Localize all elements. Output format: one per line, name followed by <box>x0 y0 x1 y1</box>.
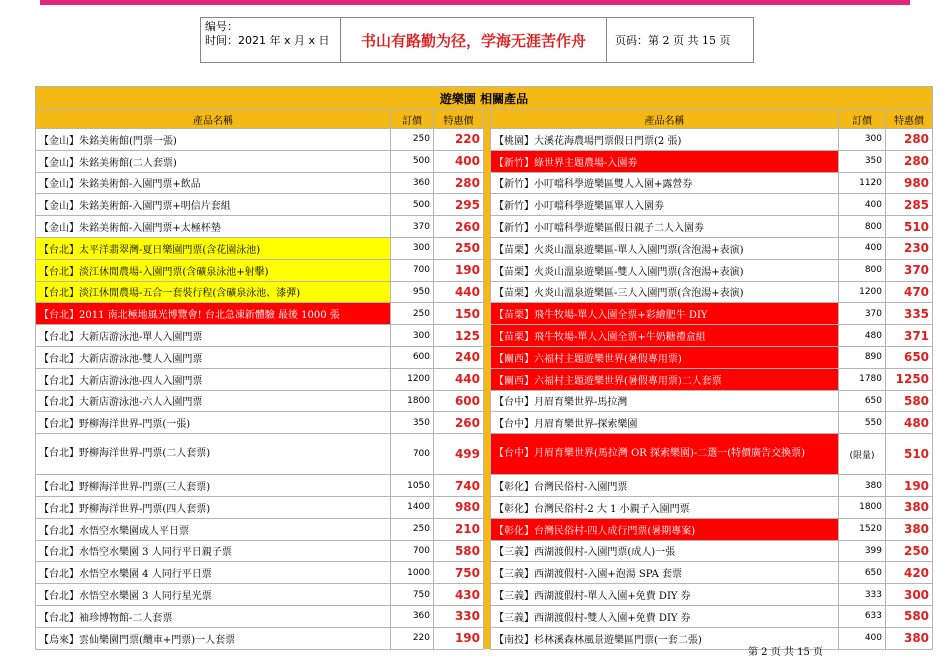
table-row <box>36 368 933 390</box>
table-row <box>36 346 933 368</box>
left-list-price: 700 <box>391 540 434 562</box>
right-list-price: 333 <box>839 584 886 606</box>
left-list-price: 500 <box>391 150 434 172</box>
column-gap <box>484 194 491 216</box>
right-list-price: 370 <box>839 303 886 325</box>
left-list-price: 300 <box>391 325 434 347</box>
left-product-name: 【台北】大新店游泳池-四人入園門票 <box>36 368 391 390</box>
left-product-name: 【台北】淡江休閒農場-入園門票(含礦泉泳池+射擊) <box>36 259 391 281</box>
left-sale-price: 580 <box>434 540 484 562</box>
table-row <box>36 584 933 606</box>
right-list-price: 650 <box>839 562 886 584</box>
right-product-name: 【三義】西湖渡假村-單人入園+免費 DIY 券 <box>491 584 839 606</box>
left-product-name: 【台北】大新店游泳池-單人入園門票 <box>36 325 391 347</box>
left-product-name: 【台北】水悟空水樂園 4 人同行平日票 <box>36 562 391 584</box>
left-product-name: 【金山】朱銘美術館-入園門票+飲品 <box>36 172 391 194</box>
left-product-name: 【台北】大新店游泳池-六人入園門票 <box>36 390 391 412</box>
right-product-name: 【新竹】小叮噹科學遊樂區單人入園劵 <box>491 194 839 216</box>
left-product-name: 【台北】野柳海洋世界-門票(四人套票) <box>36 496 391 518</box>
column-gap <box>484 412 491 434</box>
column-gap <box>484 540 491 562</box>
header-slogan: 书山有路勤为径，学海无涯苦作舟 <box>341 18 607 62</box>
left-product-name: 【台北】野柳海洋世界-門票(三人套票) <box>36 475 391 497</box>
table-row <box>36 496 933 518</box>
column-gap <box>484 129 491 151</box>
left-list-price: 600 <box>391 346 434 368</box>
right-list-price: 800 <box>839 216 886 238</box>
table-row <box>36 150 933 172</box>
column-gap <box>484 496 491 518</box>
column-gap <box>484 562 491 584</box>
left-product-name: 【台北】水悟空水樂園 3 人同行星光票 <box>36 584 391 606</box>
right-product-name: 【台中】月眉育樂世界-探索樂園 <box>491 412 839 434</box>
right-sale-price: 285 <box>886 194 933 216</box>
column-gap <box>484 368 491 390</box>
right-product-name: 【彰化】台灣民俗村-入園門票 <box>491 475 839 497</box>
left-list-price: 360 <box>391 172 434 194</box>
right-sale-price: 580 <box>886 605 933 627</box>
table-title-row <box>36 87 933 110</box>
right-product-name: 【台中】月眉育樂世界-馬拉灣 <box>491 390 839 412</box>
column-gap <box>484 627 491 649</box>
column-gap <box>484 605 491 627</box>
page-footer: 第 2 页 共 15 页 <box>748 647 823 658</box>
right-sale-price: 230 <box>886 237 933 259</box>
left-list-price: 350 <box>391 412 434 434</box>
table-row <box>36 562 933 584</box>
right-list-price: (限量) <box>839 434 886 475</box>
left-sale-price: 260 <box>434 412 484 434</box>
left-sale-price: 440 <box>434 281 484 303</box>
left-list-price: 1400 <box>391 496 434 518</box>
top-accent-bar <box>40 0 910 5</box>
column-gap <box>484 110 491 129</box>
right-list-price: 1780 <box>839 368 886 390</box>
table-row <box>36 216 933 238</box>
header-date: 时间：2021 年 x 月 x 日 <box>205 34 330 47</box>
right-sale-price: 980 <box>886 172 933 194</box>
right-product-name: 【台中】月眉育樂世界(馬拉灣 OR 探索樂園)-二選一(特價廣告交換票) <box>491 434 839 475</box>
right-sale-price: 335 <box>886 303 933 325</box>
left-list-price: 950 <box>391 281 434 303</box>
left-list-price: 1000 <box>391 562 434 584</box>
left-sale-price: 190 <box>434 259 484 281</box>
table-row <box>36 518 933 540</box>
left-sale-price: 440 <box>434 368 484 390</box>
left-sale-price: 220 <box>434 129 484 151</box>
right-product-name: 【新竹】綠世界主題農場-入園劵 <box>491 150 839 172</box>
left-sale-price: 250 <box>434 237 484 259</box>
right-product-name: 【新竹】小叮噹科學遊樂區雙人入園+露營券 <box>491 172 839 194</box>
col-header-sale-left: 特惠價 <box>434 110 484 129</box>
right-product-name: 【彰化】台灣民俗村-2 大 1 小親子入園門票 <box>491 496 839 518</box>
left-sale-price: 499 <box>434 434 484 475</box>
right-product-name: 【新竹】小叮噹科學遊樂區假日親子二人入園劵 <box>491 216 839 238</box>
left-sale-price: 210 <box>434 518 484 540</box>
left-list-price: 1050 <box>391 475 434 497</box>
left-sale-price: 190 <box>434 627 484 649</box>
table-row <box>36 540 933 562</box>
header-meta <box>201 18 341 62</box>
right-list-price: 650 <box>839 390 886 412</box>
right-product-name: 【彰化】台灣民俗村-四人成行門票(暑期專案) <box>491 518 839 540</box>
left-sale-price: 980 <box>434 496 484 518</box>
right-list-price: 350 <box>839 150 886 172</box>
right-list-price: 400 <box>839 237 886 259</box>
right-sale-price: 380 <box>886 518 933 540</box>
right-product-name: 【三義】西湖渡假村-雙人入園+免費 DIY 券 <box>491 605 839 627</box>
left-list-price: 700 <box>391 259 434 281</box>
right-product-name: 【南投】杉林溪森林風景遊樂區門票(一套二張) <box>491 627 839 649</box>
left-list-price: 700 <box>391 434 434 475</box>
right-sale-price: 280 <box>886 150 933 172</box>
column-gap <box>484 237 491 259</box>
right-product-name: 【苗栗】飛牛牧場-單人入園全票+彩繪肥牛 DIY <box>491 303 839 325</box>
table-title: 遊樂園 相關產品 <box>36 87 933 110</box>
right-list-price: 400 <box>839 194 886 216</box>
right-sale-price: 420 <box>886 562 933 584</box>
right-list-price: 1200 <box>839 281 886 303</box>
right-sale-price: 190 <box>886 475 933 497</box>
right-sale-price: 380 <box>886 496 933 518</box>
left-product-name: 【台北】野柳海洋世界-門票(一張) <box>36 412 391 434</box>
left-product-name: 【金山】朱銘美術館-入園門票+太極杯墊 <box>36 216 391 238</box>
right-sale-price: 250 <box>886 540 933 562</box>
left-sale-price: 330 <box>434 605 484 627</box>
column-gap <box>484 303 491 325</box>
left-list-price: 250 <box>391 303 434 325</box>
right-list-price: 400 <box>839 627 886 649</box>
left-sale-price: 260 <box>434 216 484 238</box>
left-product-name: 【金山】朱銘美術館-入園門票+明信片套組 <box>36 194 391 216</box>
page-header <box>200 17 754 63</box>
column-gap <box>484 172 491 194</box>
right-sale-price: 300 <box>886 584 933 606</box>
table-row <box>36 390 933 412</box>
table-row <box>36 475 933 497</box>
right-product-name: 【苗栗】火炎山溫泉遊樂區-單人入園門票(含泡湯+表演) <box>491 237 839 259</box>
right-sale-price: 1250 <box>886 368 933 390</box>
right-sale-price: 370 <box>886 259 933 281</box>
left-list-price: 220 <box>391 627 434 649</box>
left-sale-price: 150 <box>434 303 484 325</box>
col-header-price-right: 訂價 <box>839 110 886 129</box>
left-sale-price: 280 <box>434 172 484 194</box>
left-product-name: 【台北】太平洋翡翠灣-夏日樂園門票(含花園泳池) <box>36 237 391 259</box>
left-product-name: 【台北】2011 南北極地風光博覽會! 台北急凍新體驗 最後 1000 張 <box>36 303 391 325</box>
table-row <box>36 412 933 434</box>
left-list-price: 360 <box>391 605 434 627</box>
column-gap <box>484 475 491 497</box>
table-row <box>36 259 933 281</box>
product-table <box>35 86 933 650</box>
table-row <box>36 281 933 303</box>
column-gap <box>484 259 491 281</box>
left-list-price: 750 <box>391 584 434 606</box>
table-row <box>36 605 933 627</box>
right-list-price: 800 <box>839 259 886 281</box>
right-product-name: 【三義】西湖渡假村-入園+泡湯 SPA 套票 <box>491 562 839 584</box>
left-list-price: 1800 <box>391 390 434 412</box>
right-list-price: 399 <box>839 540 886 562</box>
column-header-row <box>36 110 933 129</box>
left-sale-price: 740 <box>434 475 484 497</box>
left-list-price: 370 <box>391 216 434 238</box>
left-product-name: 【台北】淡江休閒農場-五合一套裝行程(含礦泉泳池、漆彈) <box>36 281 391 303</box>
right-sale-price: 470 <box>886 281 933 303</box>
column-gap <box>484 434 491 475</box>
col-header-price-left: 訂價 <box>391 110 434 129</box>
table-row <box>36 172 933 194</box>
left-sale-price: 240 <box>434 346 484 368</box>
right-list-price: 1800 <box>839 496 886 518</box>
left-list-price: 250 <box>391 518 434 540</box>
right-product-name: 【苗栗】火炎山溫泉遊樂區-雙人入園門票(含泡湯+表演) <box>491 259 839 281</box>
left-list-price: 500 <box>391 194 434 216</box>
column-gap <box>484 390 491 412</box>
left-product-name: 【金山】朱銘美術館(門票一張) <box>36 129 391 151</box>
left-product-name: 【台北】袖珍博物館-二人套票 <box>36 605 391 627</box>
left-product-name: 【台北】水悟空水樂園成人平日票 <box>36 518 391 540</box>
right-sale-price: 480 <box>886 412 933 434</box>
column-gap <box>484 518 491 540</box>
column-gap <box>484 216 491 238</box>
table-row <box>36 194 933 216</box>
right-product-name: 【桃園】大溪花海農場門票假日門票(2 張) <box>491 129 839 151</box>
right-sale-price: 650 <box>886 346 933 368</box>
table-row <box>36 434 933 475</box>
left-list-price: 1200 <box>391 368 434 390</box>
right-sale-price: 371 <box>886 325 933 347</box>
table-row <box>36 325 933 347</box>
col-header-name-right: 產品名稱 <box>491 110 839 129</box>
right-list-price: 480 <box>839 325 886 347</box>
right-product-name: 【關西】六福村主題遊樂世界(暑假專用票) <box>491 346 839 368</box>
left-product-name: 【台北】水悟空水樂園 3 人同行平日親子票 <box>36 540 391 562</box>
right-sale-price: 380 <box>886 627 933 649</box>
right-list-price: 890 <box>839 346 886 368</box>
col-header-name-left: 產品名稱 <box>36 110 391 129</box>
column-gap <box>484 281 491 303</box>
left-list-price: 300 <box>391 237 434 259</box>
table-row <box>36 129 933 151</box>
left-product-name: 【台北】大新店游泳池-雙人入園門票 <box>36 346 391 368</box>
table-row <box>36 237 933 259</box>
right-list-price: 380 <box>839 475 886 497</box>
column-gap <box>484 150 491 172</box>
column-gap <box>484 584 491 606</box>
left-sale-price: 125 <box>434 325 484 347</box>
left-sale-price: 295 <box>434 194 484 216</box>
right-sale-price: 280 <box>886 129 933 151</box>
right-product-name: 【苗栗】飛牛牧場-單人入園全票+牛奶糖禮盒組 <box>491 325 839 347</box>
col-header-sale-right: 特惠價 <box>886 110 933 129</box>
right-product-name: 【苗栗】火炎山溫泉遊樂區-三人入園門票(含泡湯+表演) <box>491 281 839 303</box>
column-gap <box>484 325 491 347</box>
right-sale-price: 510 <box>886 216 933 238</box>
left-sale-price: 750 <box>434 562 484 584</box>
left-sale-price: 400 <box>434 150 484 172</box>
right-sale-price: 580 <box>886 390 933 412</box>
right-product-name: 【關西】六福村主題遊樂世界(暑假專用票)二人套票 <box>491 368 839 390</box>
table-row <box>36 303 933 325</box>
right-list-price: 1120 <box>839 172 886 194</box>
right-sale-price: 510 <box>886 434 933 475</box>
left-product-name: 【烏來】雲仙樂園門票(纜車+門票)一人套票 <box>36 627 391 649</box>
left-sale-price: 430 <box>434 584 484 606</box>
left-product-name: 【台北】野柳海洋世界-門票(二人套票) <box>36 434 391 475</box>
right-list-price: 633 <box>839 605 886 627</box>
left-list-price: 250 <box>391 129 434 151</box>
left-sale-price: 600 <box>434 390 484 412</box>
right-product-name: 【三義】西湖渡假村-入園門票(成人)一張 <box>491 540 839 562</box>
header-page: 页码：第 2 页 共 15 页 <box>615 34 731 47</box>
column-gap <box>484 346 491 368</box>
right-list-price: 300 <box>839 129 886 151</box>
header-number: 编号： <box>205 20 238 33</box>
left-product-name: 【金山】朱銘美術館(二人套票) <box>36 150 391 172</box>
right-list-price: 1520 <box>839 518 886 540</box>
right-list-price: 550 <box>839 412 886 434</box>
